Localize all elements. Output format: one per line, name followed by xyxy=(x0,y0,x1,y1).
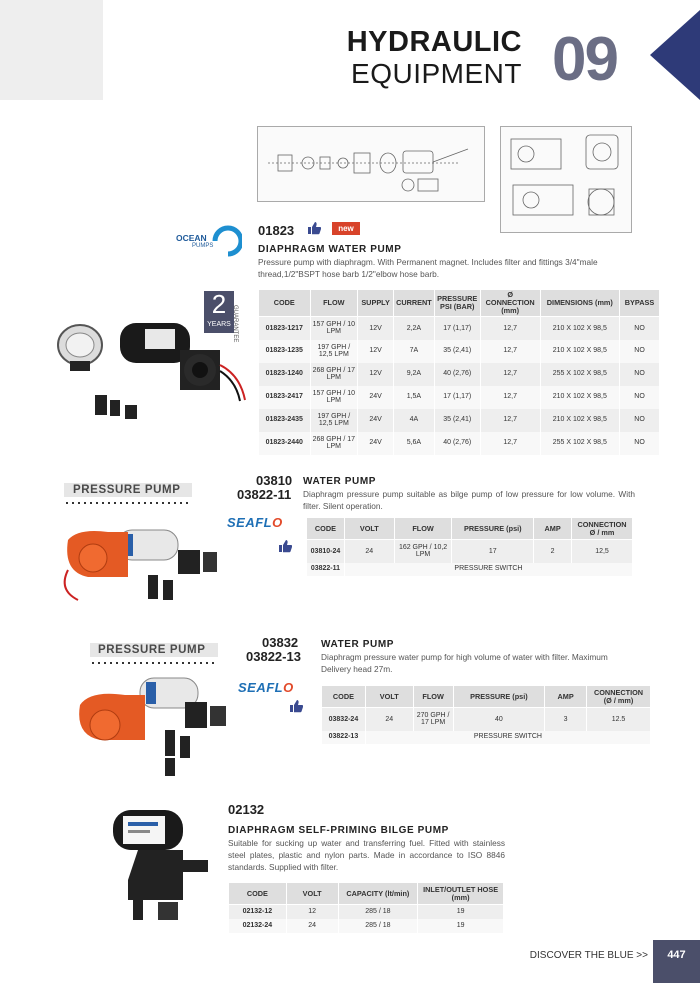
cell: 12,7 xyxy=(480,409,540,432)
col-header: CODE xyxy=(322,686,366,708)
brand-o: O xyxy=(272,515,283,530)
dotted-divider xyxy=(64,502,192,504)
col-header: BYPASS xyxy=(620,290,660,317)
product-title: DIAPHRAGM WATER PUMP xyxy=(258,244,402,255)
cell: 210 X 102 X 98,5 xyxy=(540,340,619,363)
cell: 157 GPH / 10 LPM xyxy=(310,386,358,409)
table-row xyxy=(322,708,651,731)
cell: 03822-13 xyxy=(322,731,366,744)
guarantee-years: 2 xyxy=(211,289,227,319)
cell: 3 xyxy=(545,708,587,731)
cell: 12V xyxy=(358,317,394,340)
product-category-label: PRESSURE PUMP xyxy=(73,484,181,496)
cell: 03832-24 xyxy=(322,708,366,731)
product-image-01823 xyxy=(40,305,255,425)
cell: 285 / 18 xyxy=(338,919,418,933)
cell: 24 xyxy=(344,540,394,563)
cell: 285 / 18 xyxy=(338,905,418,919)
table-header xyxy=(307,518,633,540)
product-description: Pressure pump with diaphragm. With Permanent magnet. Includes filter and fittings 3/4"male thread,1/2"BSPT hose barb 1/2"elbow hose barb. xyxy=(258,257,598,279)
col-header: CODE xyxy=(229,883,287,905)
cell: 01823-2417 xyxy=(259,386,311,409)
cell: 01823-1235 xyxy=(259,340,311,363)
table-row xyxy=(229,919,504,933)
seaflo-logo xyxy=(238,680,294,695)
cell: 03822-11 xyxy=(307,563,345,576)
spec-table-02132 xyxy=(228,882,504,933)
col-header: CONNECTION (Ø / mm) xyxy=(587,686,651,708)
cell: 12,7 xyxy=(480,340,540,363)
new-badge: new xyxy=(332,222,360,235)
cell: 12.5 xyxy=(587,708,651,731)
col-header: AMP xyxy=(545,686,587,708)
cell: 40 (2,76) xyxy=(434,363,480,386)
dimension-diagram xyxy=(500,126,632,233)
product-title: WATER PUMP xyxy=(321,639,395,650)
cell: 4A xyxy=(394,409,435,432)
cell: 19 xyxy=(418,905,504,919)
cell: 9,2A xyxy=(394,363,435,386)
brand-text: SEAFL xyxy=(227,515,273,530)
cell: 12,7 xyxy=(480,432,540,455)
cell: 24V xyxy=(358,432,394,455)
col-header: SUPPLY xyxy=(358,290,394,317)
footer-tagline: DISCOVER THE BLUE >> xyxy=(529,950,648,961)
table-row xyxy=(259,386,660,409)
cell: 24 xyxy=(365,708,413,731)
product-code: 02132 xyxy=(228,802,265,817)
page-title-line2: EQUIPMENT xyxy=(351,58,522,89)
cell: 255 X 102 X 98,5 xyxy=(540,432,619,455)
cell: 2 xyxy=(534,540,572,563)
exploded-diagram xyxy=(257,126,485,202)
product-image-03832 xyxy=(60,670,245,780)
table-row xyxy=(259,432,660,455)
product-description: Diaphragm pressure pump suitable as bilge pump of low pressure for low volume. With filter. Silent operation. xyxy=(303,489,635,511)
cell: 01823-2435 xyxy=(259,409,311,432)
cell: NO xyxy=(620,386,660,409)
table-row xyxy=(259,363,660,386)
cell: PRESSURE SWITCH xyxy=(344,563,632,576)
col-header: PRESSURE PSI (BAR) xyxy=(434,290,480,317)
cell: PRESSURE SWITCH xyxy=(365,731,650,744)
product-description: Diaphragm pressure water pump for high volume of water with filter. Maximum Delivery head 27m. xyxy=(321,652,608,674)
cell: 7A xyxy=(394,340,435,363)
cell: 162 GPH / 10,2 LPM xyxy=(394,540,452,563)
col-header: CAPACITY (lt/min) xyxy=(338,883,418,905)
exploded-view-drawing xyxy=(258,127,484,201)
col-header: VOLT xyxy=(365,686,413,708)
cell: 35 (2,41) xyxy=(434,340,480,363)
cell: 12,7 xyxy=(480,386,540,409)
table-row xyxy=(259,340,660,363)
col-header: VOLT xyxy=(344,518,394,540)
brand-pumps: PUMPS xyxy=(192,243,214,249)
cell: 19 xyxy=(418,919,504,933)
cell: NO xyxy=(620,363,660,386)
cell: 01823-2440 xyxy=(259,432,311,455)
product-code: 03810 xyxy=(256,473,293,488)
product-code-secondary: 03822-13 xyxy=(246,649,301,664)
cell: 17 xyxy=(452,540,534,563)
cell: 24 xyxy=(286,919,338,933)
cell: 24V xyxy=(358,386,394,409)
product-image-03810 xyxy=(48,510,238,610)
cell: 12V xyxy=(358,340,394,363)
product-title: WATER PUMP xyxy=(303,476,377,487)
cell: 268 GPH / 17 LPM xyxy=(310,432,358,455)
cell: 17 (1,17) xyxy=(434,386,480,409)
spec-table-01823 xyxy=(258,289,660,455)
col-header: FLOW xyxy=(413,686,453,708)
cell: NO xyxy=(620,409,660,432)
cell: NO xyxy=(620,340,660,363)
cell: 2,2A xyxy=(394,317,435,340)
cell: 40 (2,76) xyxy=(434,432,480,455)
brand-o: O xyxy=(283,680,294,695)
guarantee-unit: YEARS xyxy=(207,321,231,328)
cell: 03810-24 xyxy=(307,540,345,563)
cell: 01823-1217 xyxy=(259,317,311,340)
wave-icon xyxy=(212,221,242,259)
table-header xyxy=(259,290,660,317)
table-row xyxy=(307,563,633,576)
col-header: CONNECTION Ø / mm xyxy=(572,518,633,540)
cell: 210 X 102 X 98,5 xyxy=(540,317,619,340)
cell: 02132-24 xyxy=(229,919,287,933)
cell: 12 xyxy=(286,905,338,919)
cell: 210 X 102 X 98,5 xyxy=(540,409,619,432)
cell: 35 (2,41) xyxy=(434,409,480,432)
col-header: PRESSURE (psi) xyxy=(453,686,545,708)
product-description: Suitable for sucking up water and transferring fuel. Fitted with stainless steel plates, plastic and nylon parts. Made in accordance to ISO 8846 standards. Supplied with filter. xyxy=(228,838,505,872)
dotted-divider xyxy=(90,662,218,664)
thumbs-up-icon xyxy=(278,539,292,553)
cell: 197 GPH / 12,5 LPM xyxy=(310,409,358,432)
col-header: CODE xyxy=(259,290,311,317)
product-category-label: PRESSURE PUMP xyxy=(98,644,206,656)
table-header xyxy=(229,883,504,905)
product-code: 01823 xyxy=(258,223,295,238)
table-header xyxy=(322,686,651,708)
col-header: DIMENSIONS (mm) xyxy=(540,290,619,317)
table-row xyxy=(259,409,660,432)
cell: 24V xyxy=(358,409,394,432)
table-row xyxy=(307,540,633,563)
cell: 12,7 xyxy=(480,317,540,340)
table-row xyxy=(322,731,651,744)
cell: 01823-1240 xyxy=(259,363,311,386)
page-number: 447 xyxy=(653,940,700,983)
cell: 255 X 102 X 98,5 xyxy=(540,363,619,386)
dimension-drawing xyxy=(501,127,631,232)
col-header: INLET/OUTLET HOSE (mm) xyxy=(418,883,504,905)
col-header: CODE xyxy=(307,518,345,540)
cell: 1,5A xyxy=(394,386,435,409)
cell: 12V xyxy=(358,363,394,386)
cell: 02132-12 xyxy=(229,905,287,919)
table-row xyxy=(259,317,660,340)
cell: NO xyxy=(620,432,660,455)
cell: 17 (1,17) xyxy=(434,317,480,340)
col-header: PRESSURE (psi) xyxy=(452,518,534,540)
cell: 12,5 xyxy=(572,540,633,563)
chapter-number: 09 xyxy=(552,25,617,94)
product-title: DIAPHRAGM SELF-PRIMING BILGE PUMP xyxy=(228,825,449,836)
col-header: AMP xyxy=(534,518,572,540)
col-header: FLOW xyxy=(310,290,358,317)
table-row xyxy=(229,905,504,919)
chevron-icon xyxy=(650,10,700,100)
cell: 268 GPH / 17 LPM xyxy=(310,363,358,386)
spec-table-03810 xyxy=(306,517,633,576)
ocean-pumps-logo xyxy=(176,221,242,259)
col-header: FLOW xyxy=(394,518,452,540)
col-header: Ø CONNECTION (mm) xyxy=(480,290,540,317)
thumbs-up-icon xyxy=(307,221,321,235)
brand-text: SEAFL xyxy=(238,680,284,695)
cell: 5,6A xyxy=(394,432,435,455)
brand-ocean: OCEAN xyxy=(176,233,207,243)
cell: 270 GPH / 17 LPM xyxy=(413,708,453,731)
col-header: VOLT xyxy=(286,883,338,905)
cell: 12,7 xyxy=(480,363,540,386)
cell: 210 X 102 X 98,5 xyxy=(540,386,619,409)
product-image-02132 xyxy=(98,800,220,930)
guarantee-label: GUARANTEE xyxy=(232,305,238,343)
col-header: CURRENT xyxy=(394,290,435,317)
cell: NO xyxy=(620,317,660,340)
cell: 40 xyxy=(453,708,545,731)
cell: 157 GPH / 10 LPM xyxy=(310,317,358,340)
spec-table-03832 xyxy=(321,685,651,744)
product-code-secondary: 03822-11 xyxy=(237,487,292,502)
page-title-line1: HYDRAULIC xyxy=(346,26,522,58)
product-code: 03832 xyxy=(262,635,299,650)
corner-decoration xyxy=(0,0,103,100)
thumbs-up-icon xyxy=(289,699,303,713)
cell: 197 GPH / 12,5 LPM xyxy=(310,340,358,363)
